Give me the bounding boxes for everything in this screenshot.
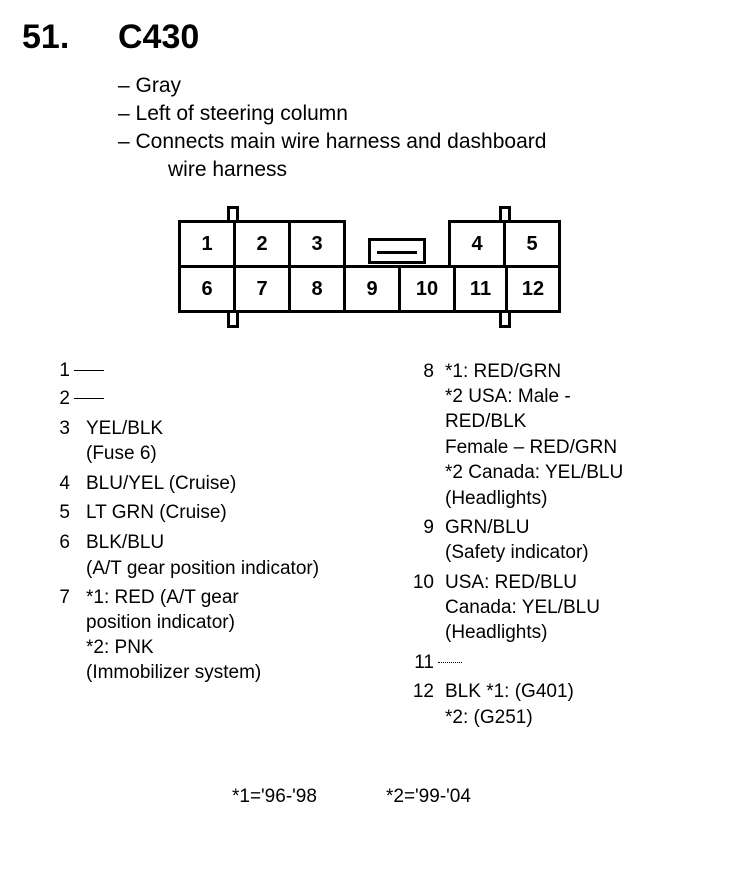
pin-cell-6: 6 xyxy=(178,265,236,313)
pin-cell-10: 10 xyxy=(398,265,456,313)
pin-7-wire: *1: RED (A/T gear xyxy=(86,587,239,608)
pin-9-note: (Safety indicator) xyxy=(445,542,589,563)
description-color: – Gray xyxy=(118,74,182,97)
pin-8-line-5: *2 Canada: YEL/BLU xyxy=(445,462,624,483)
no-wire-dash xyxy=(438,662,462,663)
connector-id: C430 xyxy=(118,18,200,56)
pin-7-note: position indicator) xyxy=(86,612,235,633)
pin-cell-2: 2 xyxy=(233,220,291,268)
pin-cell-9: 9 xyxy=(343,265,401,313)
pin-cell-4: 4 xyxy=(448,220,506,268)
pin-3-note: (Fuse 6) xyxy=(86,443,157,464)
pin-8-line-2: *2 USA: Male - xyxy=(445,386,571,407)
no-wire-dash xyxy=(74,370,104,371)
pin-10-line-1: USA: RED/BLU xyxy=(445,572,577,593)
pin-entry-2 xyxy=(40,386,104,411)
pin-6-note: (A/T gear position indicator) xyxy=(86,558,320,579)
section-number: 51. xyxy=(22,18,70,56)
pin-cell-8: 8 xyxy=(288,265,346,313)
pin-8-line-1: *1: RED/GRN xyxy=(445,361,562,382)
description-location: – Left of steering column xyxy=(118,102,348,125)
no-wire-dash xyxy=(74,398,104,399)
pin-10-line-3: (Headlights) xyxy=(445,622,548,643)
pin-12-wire: BLK *1: (G401) xyxy=(445,681,574,702)
lock-tab xyxy=(368,238,426,264)
pin-12-note: *2: (G251) xyxy=(445,707,533,728)
pin-cell-12: 12 xyxy=(505,265,561,313)
pin-4-wire: BLU/YEL (Cruise) xyxy=(86,473,237,494)
pin-5-wire: LT GRN (Cruise) xyxy=(86,502,227,523)
pin-cell-3: 3 xyxy=(288,220,346,268)
pin-number: 11 xyxy=(414,652,434,673)
pin-8-line-6: (Headlights) xyxy=(445,488,548,509)
pin-number: 5 xyxy=(59,502,70,523)
pin-3-wire: YEL/BLK xyxy=(86,418,164,439)
pin-cell-5: 5 xyxy=(503,220,561,268)
pin-number: 7 xyxy=(59,587,70,608)
footnote-2: *2='99-'04 xyxy=(386,786,471,807)
pin-number: 6 xyxy=(59,532,70,553)
pin-number: 9 xyxy=(423,517,434,538)
pin-10-line-2: Canada: YEL/BLU xyxy=(445,597,600,618)
pin-cell-1: 1 xyxy=(178,220,236,268)
description-connects: – Connects main wire harness and dashboard xyxy=(118,130,547,153)
pin-7-wire-2: *2: PNK xyxy=(86,637,154,658)
description-connects-cont: wire harness xyxy=(168,158,288,181)
pin-number: 3 xyxy=(59,418,70,439)
pin-6-wire: BLK/BLU xyxy=(86,532,165,553)
pin-number: 12 xyxy=(412,681,434,702)
pin-number: 1 xyxy=(59,360,70,381)
pin-cell-7: 7 xyxy=(233,265,291,313)
pin-number: 10 xyxy=(412,572,434,593)
connector-diagram xyxy=(178,220,560,314)
pin-number: 4 xyxy=(59,473,70,494)
pin-7-note-2: (Immobilizer system) xyxy=(86,662,262,683)
pin-8-line-4: Female – RED/GRN xyxy=(445,437,618,458)
pin-8-line-3: RED/BLK xyxy=(445,411,527,432)
pin-number: 8 xyxy=(423,361,434,382)
footnote-1: *1='96-'98 xyxy=(232,786,317,807)
pin-cell-11: 11 xyxy=(453,265,508,313)
pin-9-wire: GRN/BLU xyxy=(445,517,530,538)
pin-entry-1 xyxy=(40,358,104,383)
pin-number: 2 xyxy=(59,388,70,409)
pin-entry-11 xyxy=(400,650,462,675)
